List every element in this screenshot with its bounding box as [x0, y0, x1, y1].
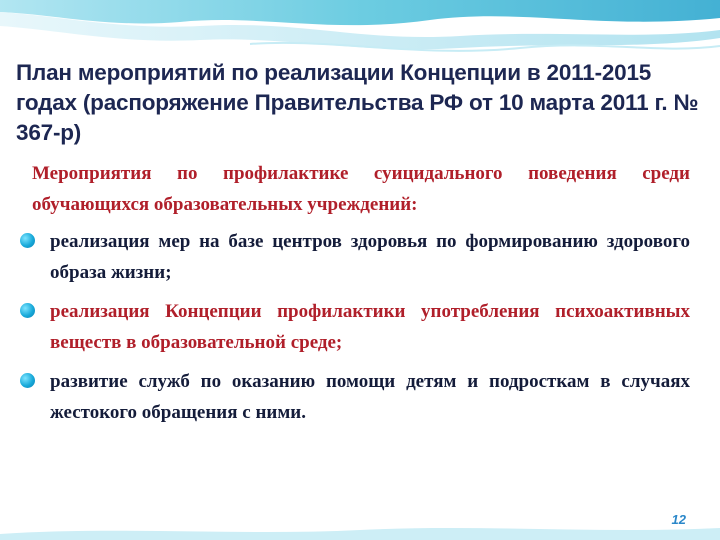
- bullet-item: [32, 226, 690, 288]
- blue-sphere-bullet-icon: [20, 373, 35, 388]
- bullet-text: реализация мер на базе центров здоровья по формированию здорового образа жизни;: [50, 231, 690, 283]
- bottom-wave-decoration: [0, 520, 720, 540]
- intro-paragraph: Мероприятия по профилактике суицидального поведения среди обучающихся образовательных учреждений:: [32, 163, 690, 215]
- bullet-item: [32, 366, 690, 428]
- top-wave-decoration: [0, 0, 720, 60]
- slide-title: План мероприятий по реализации Концепции в 2011-2015 годах (распоряжение Правительства РФ от 10 марта 2011 г. № 367-р): [16, 60, 699, 145]
- blue-sphere-bullet-icon: [20, 233, 35, 248]
- page-number: 12: [671, 512, 686, 527]
- slide-content: [32, 158, 690, 436]
- bullet-list: [32, 226, 690, 428]
- bullet-text: развитие служб по оказанию помощи детям и подросткам в случаях жестокого обращения с ними.: [50, 371, 690, 423]
- bullet-text: реализация Концепции профилактики употребления психоактивных веществ в образовательной среде;: [50, 301, 690, 353]
- bullet-item: [32, 296, 690, 358]
- blue-sphere-bullet-icon: [20, 303, 35, 318]
